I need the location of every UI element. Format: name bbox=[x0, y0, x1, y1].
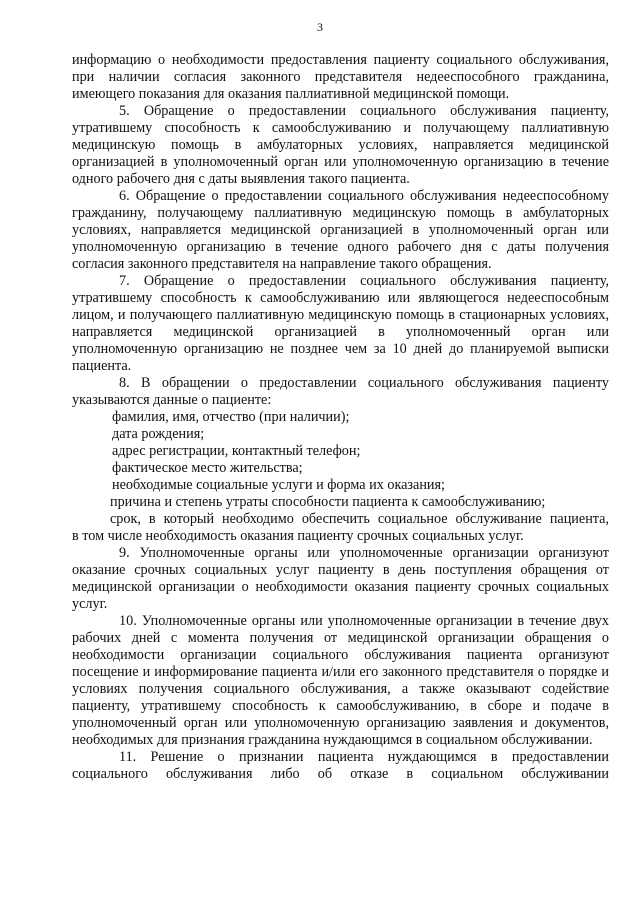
list-item-deadline: срок, в который необходимо обеспечить социальное обслуживание пациента, bbox=[110, 511, 609, 527]
list-item-residence: фактическое место жительства; bbox=[112, 460, 303, 476]
paragraph-9: 9. Уполномоченные органы или уполномоченные организации организуют оказание срочных социальных услуг пациенту в день поступления обращения от медицинской организации о необходимости оказания пациенту срочных социальных услуг. bbox=[72, 545, 609, 612]
list-item-address: адрес регистрации, контактный телефон; bbox=[112, 443, 361, 459]
list-item-deadline-continuation: в том числе необходимость оказания пациенту срочных социальных услуг. bbox=[72, 528, 524, 544]
paragraph-6: 6. Обращение о предоставлении социального обслуживания недееспособному гражданину, получающему паллиативную медицинскую помощь в амбулаторных условиях, направляется медицинской организацией в уполномоченный орган или уполномоченную организацию в течение одного рабочего дня с даты получения согласия законного представителя на направление такого обращения. bbox=[72, 188, 609, 272]
paragraph-8: 8. В обращении о предоставлении социального обслуживания пациенту указываются данные о пациенте: bbox=[72, 375, 609, 408]
document-body bbox=[72, 52, 609, 783]
paragraph-11: 11. Решение о признании пациента нуждающимся в предоставлении социального обслуживания либо об отказе в социальном обслуживании bbox=[72, 749, 609, 782]
list-item-name: фамилия, имя, отчество (при наличии); bbox=[112, 409, 350, 425]
list-item-cause: причина и степень утраты способности пациента к самообслуживанию; bbox=[110, 494, 546, 510]
list-item-services: необходимые социальные услуги и форма их оказания; bbox=[112, 477, 445, 493]
paragraph-5: 5. Обращение о предоставлении социального обслуживания пациенту, утратившему способность к самообслуживанию и получающему паллиативную медицинскую помощь в амбулаторных условиях, направляется медицинской организацией в уполномоченный орган или уполномоченную организацию в течение одного рабочего дня с даты выявления такого пациента. bbox=[72, 103, 609, 187]
paragraph-10: 10. Уполномоченные органы или уполномоченные организации в течение двух рабочих дней с момента получения от медицинской организации обращения о необходимости организации социального обслуживания пациента организуют посещение и информирование пациента и/или его законного представителя о порядке и условиях получения социального обслуживания, а также оказывают содействие пациенту, утратившему способность к самообслуживанию, в сборе и подаче в уполномоченный орган или уполномоченную организацию заявления и документов, необходимых для признания гражданина нуждающимся в социальном обслуживании. bbox=[72, 613, 609, 748]
page-number: 3 bbox=[317, 20, 323, 34]
paragraph-7: 7. Обращение о предоставлении социального обслуживания пациенту, утратившему способность к самообслуживанию или являющегося недееспособным лицом, и получающего паллиативную медицинскую помощь в стационарных условиях, направляется медицинской организацией в уполномоченный орган или уполномоченную организацию не позднее чем за 10 дней до планируемой выписки пациента. bbox=[72, 273, 609, 374]
paragraph-continuation: информацию о необходимости предоставления пациенту социального обслуживания, при наличии согласия законного представителя недееспособного гражданина, имеющего показания для оказания паллиативной медицинской помощи. bbox=[72, 52, 609, 102]
list-item-birthdate: дата рождения; bbox=[112, 426, 205, 442]
